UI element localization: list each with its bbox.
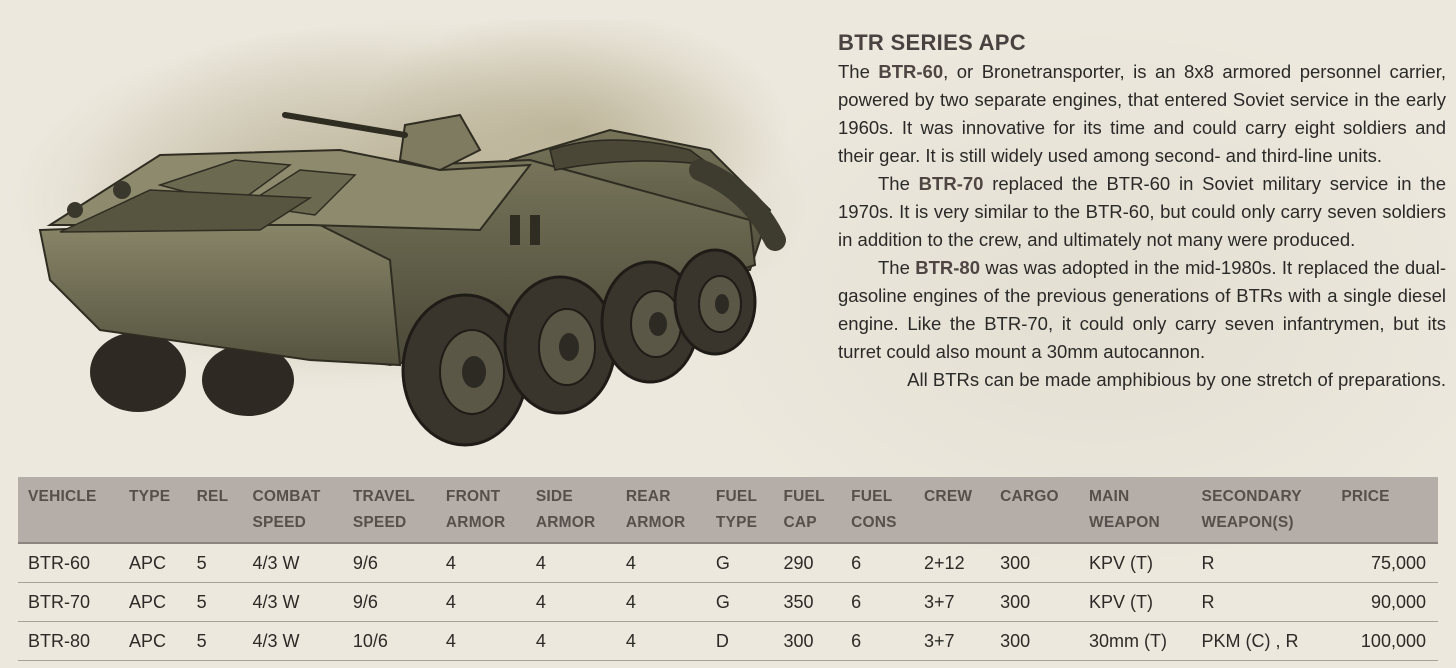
cell-secondary-weapons: PKM (C) , R	[1192, 622, 1332, 661]
cell-fuel-cap: 300	[774, 622, 842, 661]
cell-side-armor: 4	[526, 622, 616, 661]
header-fuel-cons: FUEL CONS	[841, 477, 914, 543]
cell-crew: 3+7	[914, 622, 990, 661]
cell-rel: 5	[187, 543, 243, 583]
cell-type: APC	[119, 543, 187, 583]
cell-fuel-cap: 350	[774, 583, 842, 622]
highlight-btr-70: BTR-70	[918, 173, 984, 194]
cell-side-armor: 4	[526, 583, 616, 622]
cell-front-armor: 4	[436, 543, 526, 583]
cell-type: APC	[119, 622, 187, 661]
text-run: , or Bronetransporter, is an 8x8 armored personnel carrier, powered by two separate engines, that entered Soviet service in the early 1960s. It was innovative for its time and could carry eight soldiers and their gear. It is still widely used among second- and third-line units.	[838, 61, 1446, 166]
cell-front-armor: 4	[436, 622, 526, 661]
cell-fuel-cons: 6	[841, 622, 914, 661]
table-row	[18, 543, 1438, 583]
text-run: The	[878, 173, 919, 194]
cell-rear-armor: 4	[616, 543, 706, 583]
cell-price: 75,000	[1331, 543, 1438, 583]
paragraph-amphibious: All BTRs can be made amphibious by one stretch of preparations.	[907, 369, 1446, 390]
highlight-btr-80: BTR-80	[915, 257, 981, 278]
cell-side-armor: 4	[526, 543, 616, 583]
header-rear-armor: REAR ARMOR	[616, 477, 706, 543]
header-fuel-type: FUEL TYPE	[706, 477, 774, 543]
text-run: The	[878, 257, 916, 278]
header-price: PRICE	[1331, 477, 1438, 543]
article-title: BTR SERIES APC	[838, 30, 1026, 55]
cell-vehicle: BTR-60	[18, 543, 119, 583]
cell-rel: 5	[187, 622, 243, 661]
paragraph-btr-70	[838, 170, 1446, 254]
text-run: replaced the BTR-60 in Soviet military service in the 1970s. It is very similar to the BTR-60, but could only carry seven soldiers in addition to the crew, and ultimately not many were produced.	[838, 173, 1446, 250]
paragraph-btr-60	[838, 58, 1446, 170]
text-run: The	[838, 61, 879, 82]
table-header-row	[18, 477, 1438, 543]
cell-fuel-cons: 6	[841, 583, 914, 622]
cell-fuel-type: G	[706, 583, 774, 622]
header-travel-speed: TRAVEL SPEED	[343, 477, 436, 543]
highlight-btr-60: BTR-60	[878, 61, 944, 82]
cell-main-weapon: 30mm (T)	[1079, 622, 1192, 661]
header-rel: REL	[187, 477, 243, 543]
cell-cargo: 300	[990, 583, 1079, 622]
header-side-armor: SIDE ARMOR	[526, 477, 616, 543]
cell-crew: 3+7	[914, 583, 990, 622]
header-main-weapon: MAIN WEAPON	[1079, 477, 1192, 543]
cell-main-weapon: KPV (T)	[1079, 583, 1192, 622]
cell-price: 90,000	[1331, 583, 1438, 622]
cell-travel-speed: 9/6	[343, 583, 436, 622]
cell-secondary-weapons: R	[1192, 543, 1332, 583]
cell-crew: 2+12	[914, 543, 990, 583]
header-front-armor: FRONT ARMOR	[436, 477, 526, 543]
cell-rel: 5	[187, 583, 243, 622]
cell-cargo: 300	[990, 543, 1079, 583]
cell-type: APC	[119, 583, 187, 622]
cell-fuel-type: G	[706, 543, 774, 583]
cell-combat-speed: 4/3 W	[242, 622, 342, 661]
cell-combat-speed: 4/3 W	[242, 583, 342, 622]
table-row	[18, 583, 1438, 622]
header-combat-speed: COMBAT SPEED	[242, 477, 342, 543]
cell-cargo: 300	[990, 622, 1079, 661]
cell-front-armor: 4	[436, 583, 526, 622]
btr-apc-illustration	[10, 20, 830, 460]
cell-fuel-cons: 6	[841, 543, 914, 583]
header-vehicle: VEHICLE	[18, 477, 119, 543]
wheel	[675, 250, 755, 354]
header-cargo: CARGO	[990, 477, 1079, 543]
cell-fuel-type: D	[706, 622, 774, 661]
cell-rear-armor: 4	[616, 583, 706, 622]
header-secondary-weapons: SECONDARY WEAPON(S)	[1192, 477, 1332, 543]
header-crew: CREW	[914, 477, 990, 543]
cell-secondary-weapons: R	[1192, 583, 1332, 622]
wheel	[505, 277, 615, 413]
cell-vehicle: BTR-70	[18, 583, 119, 622]
cell-rear-armor: 4	[616, 622, 706, 661]
article	[838, 28, 1446, 394]
text-run: was was adopted in the mid-1980s. It replaced the dual-gasoline engines of the previous generations of BTRs with a single diesel engine. Like the BTR-70, it could only carry seven infantrymen, but its turret could also mount a 30mm autocannon.	[838, 257, 1446, 362]
vehicle-stats-table	[18, 477, 1438, 661]
cell-fuel-cap: 290	[774, 543, 842, 583]
cell-combat-speed: 4/3 W	[242, 543, 342, 583]
header-fuel-cap: FUEL CAP	[774, 477, 842, 543]
cell-main-weapon: KPV (T)	[1079, 543, 1192, 583]
table-row	[18, 622, 1438, 661]
cell-price: 100,000	[1331, 622, 1438, 661]
cell-travel-speed: 9/6	[343, 543, 436, 583]
paragraph-btr-80	[838, 254, 1446, 366]
cell-travel-speed: 10/6	[343, 622, 436, 661]
cell-vehicle: BTR-80	[18, 622, 119, 661]
header-type: TYPE	[119, 477, 187, 543]
